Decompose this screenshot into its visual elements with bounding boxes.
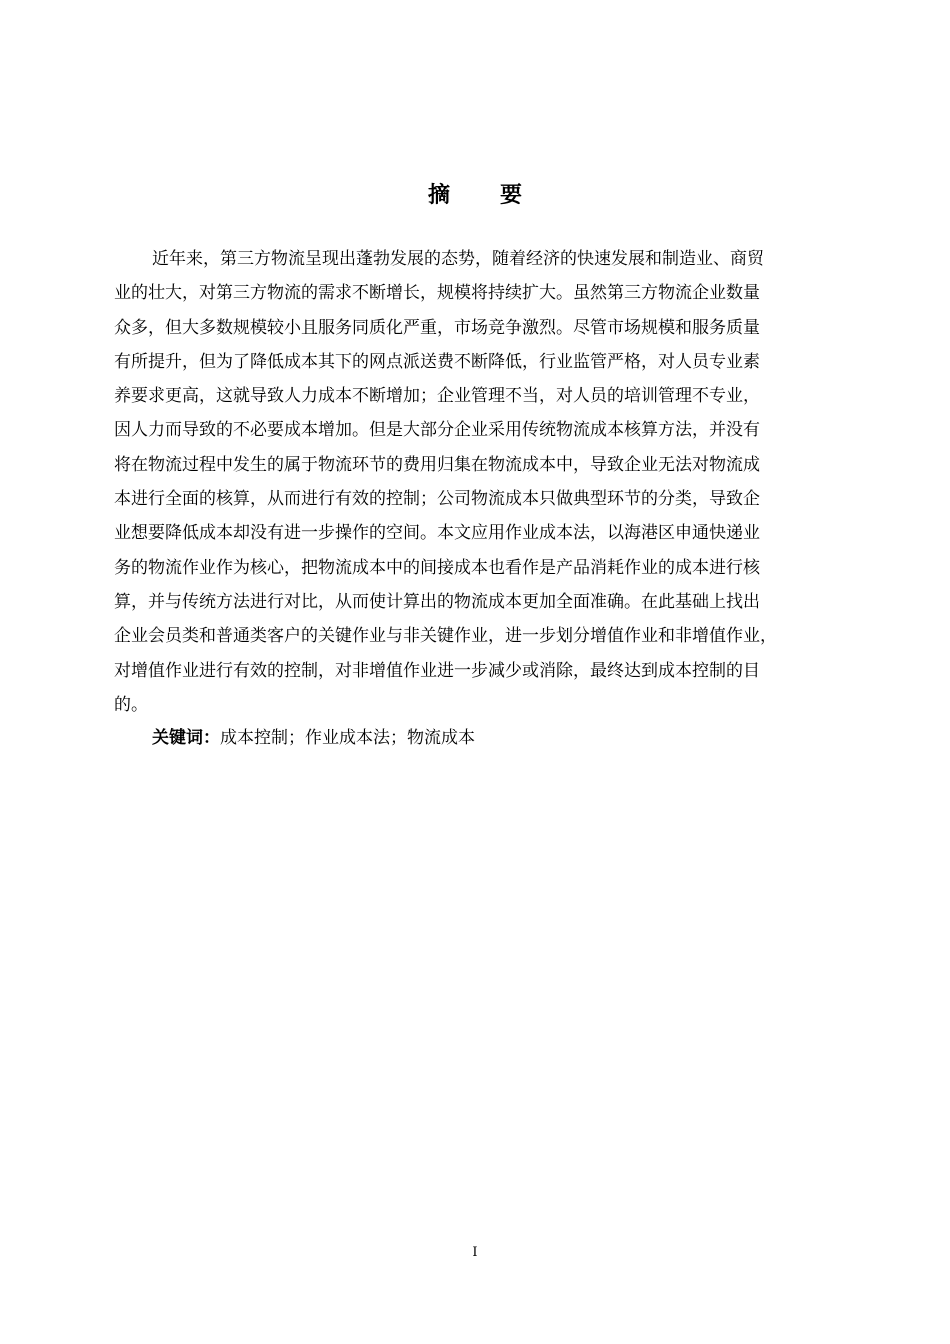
abstract-body: [114, 242, 874, 722]
abstract-line: 对增值作业进行有效的控制，对非增值作业进一步减少或消除，最终达到成本控制的目: [114, 660, 760, 681]
keywords-value: 成本控制；作业成本法；物流成本: [220, 728, 475, 748]
abstract-title: [0, 180, 950, 212]
abstract-line: 因人力而导致的不必要成本增加。但是大部分企业采用传统物流成本核算方法，并没有: [114, 420, 760, 441]
abstract-line: 养要求更高，这就导致人力成本不断增加；企业管理不当，对人员的培训管理不专业，: [114, 386, 760, 407]
abstract-line: 本进行全面的核算，从而进行有效的控制；公司物流成本只做典型环节的分类，导致企: [114, 489, 760, 510]
page-number: I: [472, 1245, 478, 1260]
abstract-title-char-1: 摘: [427, 183, 450, 208]
abstract-line: 的。: [114, 694, 148, 715]
abstract-line: 企业会员类和普通类客户的关键作业与非关键作业，进一步划分增值作业和非增值作业，: [114, 626, 777, 647]
abstract-line: 务的物流作业作为核心，把物流成本中的间接成本也看作是产品消耗作业的成本进行核: [114, 557, 760, 578]
abstract-line: 算，并与传统方法进行对比，从而使计算出的物流成本更加全面准确。在此基础上找出: [114, 591, 760, 612]
abstract-line: 众多，但大多数规模较小且服务同质化严重，市场竞争激烈。尽管市场规模和服务质量: [114, 317, 760, 338]
abstract-line: 有所提升，但为了降低成本其下的网点派送费不断降低，行业监管严格，对人员专业素: [114, 351, 760, 372]
abstract-line: 将在物流过程中发生的属于物流环节的费用归集在物流成本中，导致企业无法对物流成: [114, 454, 760, 475]
abstract-line: 业想要降低成本却没有进一步操作的空间。本文应用作业成本法，以海港区申通快递业: [114, 523, 760, 544]
keywords-label: 关键词：: [152, 728, 220, 748]
abstract-title-char-2: 要: [500, 183, 523, 208]
abstract-line: 业的壮大，对第三方物流的需求不断增长，规模将持续扩大。虽然第三方物流企业数量: [114, 283, 760, 304]
abstract-line: 近年来，第三方物流呈现出蓬勃发展的态势，随着经济的快速发展和制造业、商贸: [152, 249, 764, 269]
keywords-line: [152, 721, 475, 755]
